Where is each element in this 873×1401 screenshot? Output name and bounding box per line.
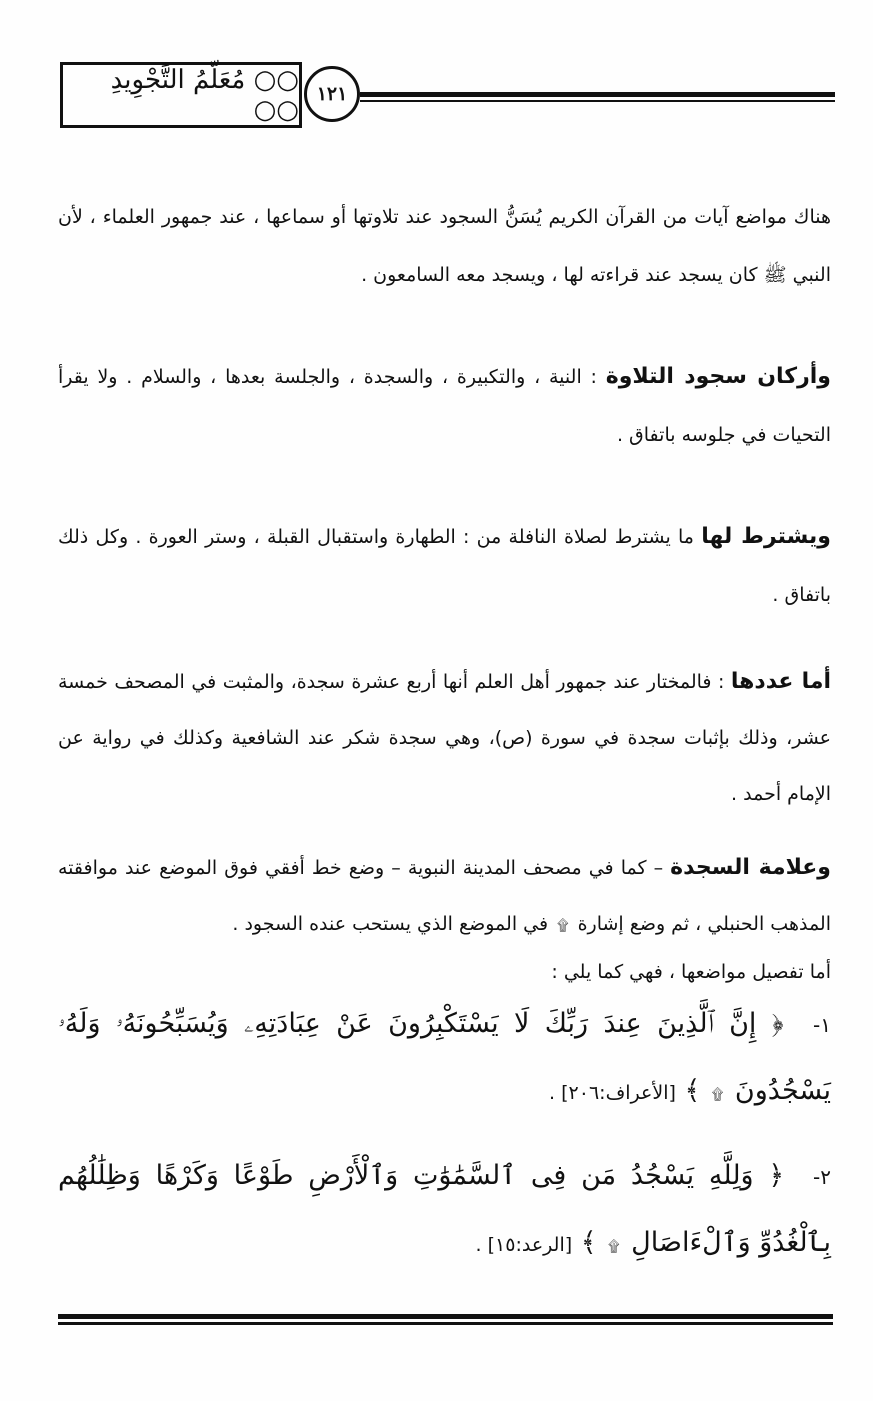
paragraph-text: – كما في مصحف المدينة النبوية – وضع خط أفقي فوق الموضع عند موافقته المذهب الحنبلي ، ثم وضع إشارة	[58, 857, 831, 935]
footer-rule-thick	[58, 1314, 833, 1319]
verse-text: ﴿ وَلِلَّهِ يَسْجُدُ مَن فِى ٱلسَّمَٰوَٰتِ وَٱلْأَرْضِ طَوْعًا وَكَرْهًا وَظِلَٰلُهُم بِٱلْغُدُوِّ وَٱلْءَاصَالِ	[58, 1160, 831, 1258]
verse-reference: [الرعد:١٥] .	[475, 1234, 573, 1256]
verse-close-bracket: ﴾	[580, 1227, 597, 1258]
verse-item	[58, 991, 831, 1127]
paragraph-text: : النية ، والتكبيرة ، والسجدة ، والجلسة بعدها ، والسلام . ولا يقرأ التحيات في جلوسه باتفاق .	[58, 366, 831, 446]
footer-rule-thin	[58, 1322, 833, 1325]
paragraph-sign	[58, 840, 831, 953]
paragraph-text: ما يشترط لصلاة النافلة من : الطهارة واستقبال القبلة ، وستر العورة . وكل ذلك باتفاق .	[58, 526, 831, 606]
book-title: ○○ مُعَلّمُ التَّجْوِيدِ ○○	[60, 62, 302, 128]
header-rule-thick	[360, 92, 835, 97]
paragraph-lead: أما عددها	[730, 669, 832, 694]
sajda-mark-icon: ۩	[711, 1085, 724, 1103]
paragraph-lead: وأركان سجود التلاوة	[605, 364, 831, 389]
paragraph-arkan	[58, 348, 831, 464]
header-rule-thin	[360, 100, 835, 102]
page-body	[58, 188, 831, 1279]
paragraph-lead: ويشترط لها	[701, 524, 831, 549]
paragraph-text: : فالمختار عند جمهور أهل العلم أنها أربع عشرة سجدة، والمثبت في المصحف خمسة عشر، وذلك بإثبات سجدة في سورة (ص)، وهي سجدة شكر عند الشافعية وكذلك في رواية عن الإمام أحمد .	[58, 671, 831, 805]
paragraph-text: في الموضع الذي يستحب عنده السجود .	[232, 913, 549, 935]
paragraph-count	[58, 654, 831, 822]
verse-item	[58, 1143, 831, 1279]
paragraph-intro-sujud: هناك مواضع آيات من القرآن الكريم يُسَنُّ السجود عند تلاوتها أو سماعها ، عند جمهور العلماء ، لأن النبي ﷺ كان يسجد عند قراءته لها ، ويسجد معه السامعون .	[58, 206, 831, 286]
sajda-mark-icon: ۩	[608, 1237, 620, 1255]
page-header	[60, 62, 835, 132]
paragraph-conditions	[58, 508, 831, 624]
verse-reference: [الأعراف:٢٠٦] .	[549, 1082, 676, 1104]
verse-number: ٢-	[813, 1165, 831, 1189]
paragraph-lead: وعلامة السجدة	[670, 855, 831, 880]
verse-close-bracket: ﴾	[684, 1075, 701, 1106]
page-number: ١٢١	[304, 66, 360, 122]
list-intro: أما تفصيل مواضعها ، فهي كما يلي :	[551, 961, 831, 983]
sajda-mark-icon: ۩	[557, 916, 569, 934]
verse-number: ١-	[813, 1013, 831, 1037]
verse-text: ﴿ إِنَّ ٱلَّذِينَ عِندَ رَبِّكَ لَا يَسْتَكْبِرُونَ عَنْ عِبَادَتِهِۦ وَيُسَبِّحُونَهُۥ وَلَهُۥ يَسْجُدُونَ	[58, 1008, 831, 1106]
